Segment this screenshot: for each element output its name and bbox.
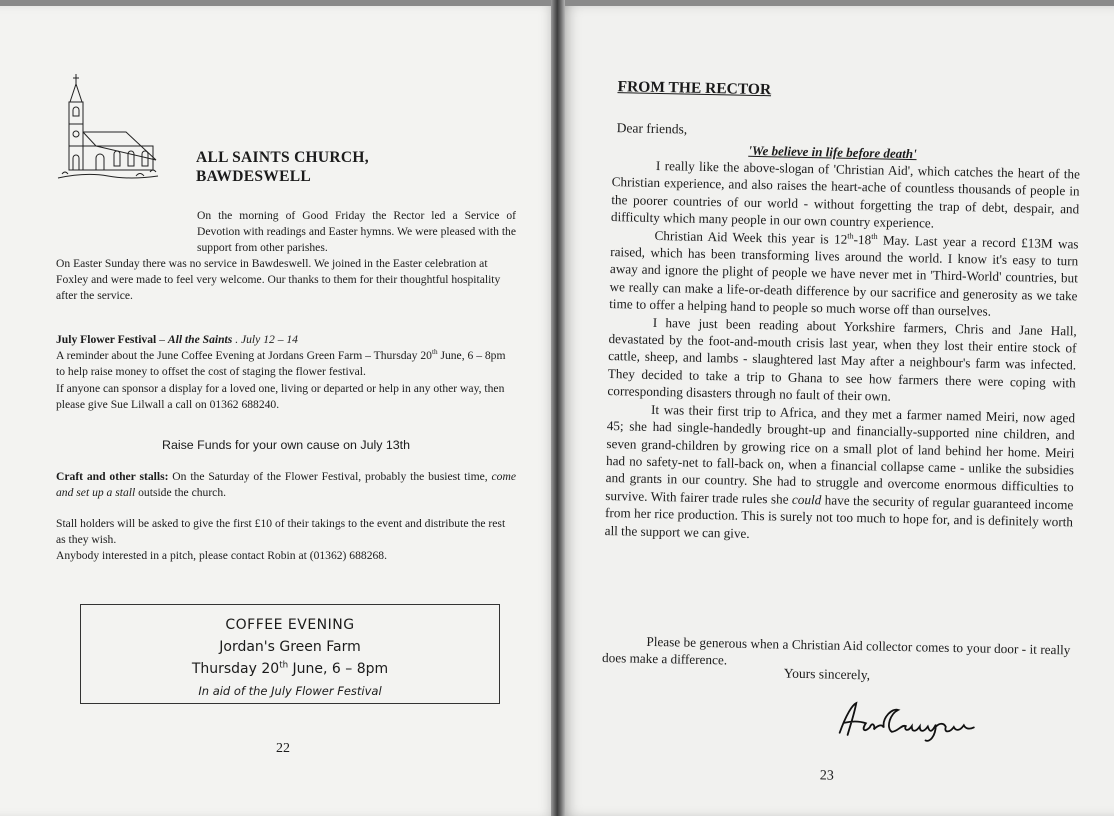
book-spine xyxy=(551,0,565,816)
coffee-place: Jordan's Green Farm xyxy=(219,639,361,655)
easter-sunday-paragraph: On Easter Sunday there was no service in Bawdeswell. We joined in the Easter celebration at Foxley and were made to feel very welcome. Our thanks to them for their thoughtful hospitality after the service. xyxy=(56,257,501,303)
letter-body xyxy=(605,156,1081,548)
festival-reminder: A reminder about the June Coffee Evening at Jordans Green Farm – Thursday 20th June, 6 – 8pm to help raise money to offset the cost of staging the flower festival. xyxy=(56,348,506,379)
coffee-aid: In aid of the July Flower Festival xyxy=(198,684,382,698)
slogan: 'We believe in life before death' xyxy=(748,142,917,162)
paragraph-2: Christian Aid Week this year is 12th-18th May. Last year a record £13M was raised, which has been transforming lives around the world. I know it's easy to turn away and ignore the plight of people we have never met in 'Third-World' countries, but we really can make a life-or-death difference by our sacrifice and generosity as we take time to offer a helping hand to people so much worse off than ourselves. xyxy=(609,227,1079,319)
salutation: Dear friends, xyxy=(616,120,688,137)
festival-sponsor: If anyone can sponsor a display for a loved one, living or departed or help in any other way, then please give Sue Lilwall a call on 01362 688240. xyxy=(56,381,505,411)
coffee-evening-box xyxy=(80,604,500,704)
coffee-title: COFFEE EVENING xyxy=(225,617,355,633)
stall-holders-paragraph: Stall holders will be asked to give the first £10 of their takings to the event and distribute the rest as they wish. Anybody interested in a pitch, please contact Robin at (01362) 688268. xyxy=(56,517,506,563)
paragraph-3: I have just been reading about Yorkshire farmers, Chris and Jane Hall, devastated by the foot-and-mouth crisis last year, when they lost their entire stock of cattle, sheep, and lambs - slaughtered last May after a neighbour's farm was infected. They decided to take a trip to Ghana to see how farmers there were coping with corresponding disasters through no fault of their own. xyxy=(607,314,1077,404)
rector-heading: FROM THE RECTOR xyxy=(617,78,772,99)
craft-stalls-paragraph: Craft and other stalls: On the Saturday of the Flower Festival, probably the busiest time, come and set up a stall outside the church. xyxy=(56,470,516,500)
right-page xyxy=(560,6,1114,816)
paragraph-4: It was their first trip to Africa, and they met a farmer named Meiri, now aged 45; she had single-handedly brought-up and financially-supported nine children, and seven grand-children by growing rice on a small plot of land behind her home. Meiri had no safety-net to fall-back on, when a financial collapse came - unlike the subsidies and grants in our country. She had to struggle and overcome enormous difficulties to survive. With fairer trade rules she could have the security of regular guaranteed income from her rice production. This is surely not too much to hope for, and is definitely worth all the support we can give. xyxy=(604,401,1076,541)
page-number-right: 23 xyxy=(819,768,834,784)
signature xyxy=(831,695,982,748)
church-title-line2: BAWDESWELL xyxy=(196,168,311,185)
closing-paragraph: Please be generous when a Christian Aid collector comes to your door - it really does make a difference. xyxy=(601,633,1071,668)
flower-festival-section xyxy=(56,332,516,413)
left-page xyxy=(0,6,556,816)
festival-heading: July Flower Festival – All the Saints . July 12 – 14 xyxy=(56,333,298,346)
rector-letter xyxy=(560,6,1114,816)
coffee-date: Thursday 20th June, 6 – 8pm xyxy=(191,660,389,677)
raise-funds-line: Raise Funds for your own cause on July 13th xyxy=(162,438,410,452)
church-title-line1: ALL SAINTS CHURCH, xyxy=(196,149,369,166)
church-illustration xyxy=(56,72,160,184)
signoff: Yours sincerely, xyxy=(783,665,871,683)
page-number-left: 22 xyxy=(276,741,290,756)
good-friday-paragraph: On the morning of Good Friday the Rector led a Service of Devotion with readings and Easter hymns. We were pleased with the support from other parishes. xyxy=(197,209,516,255)
paragraph-1: I really like the above-slogan of 'Christian Aid', which catches the heart of the Christian experience, and also raises the heart-ache of countless thousands of people in the poorer countries of our world - without forgetting the trap of debt, despair, and difficulty which many people in our own country experience. xyxy=(610,157,1081,231)
church-title xyxy=(196,148,456,186)
